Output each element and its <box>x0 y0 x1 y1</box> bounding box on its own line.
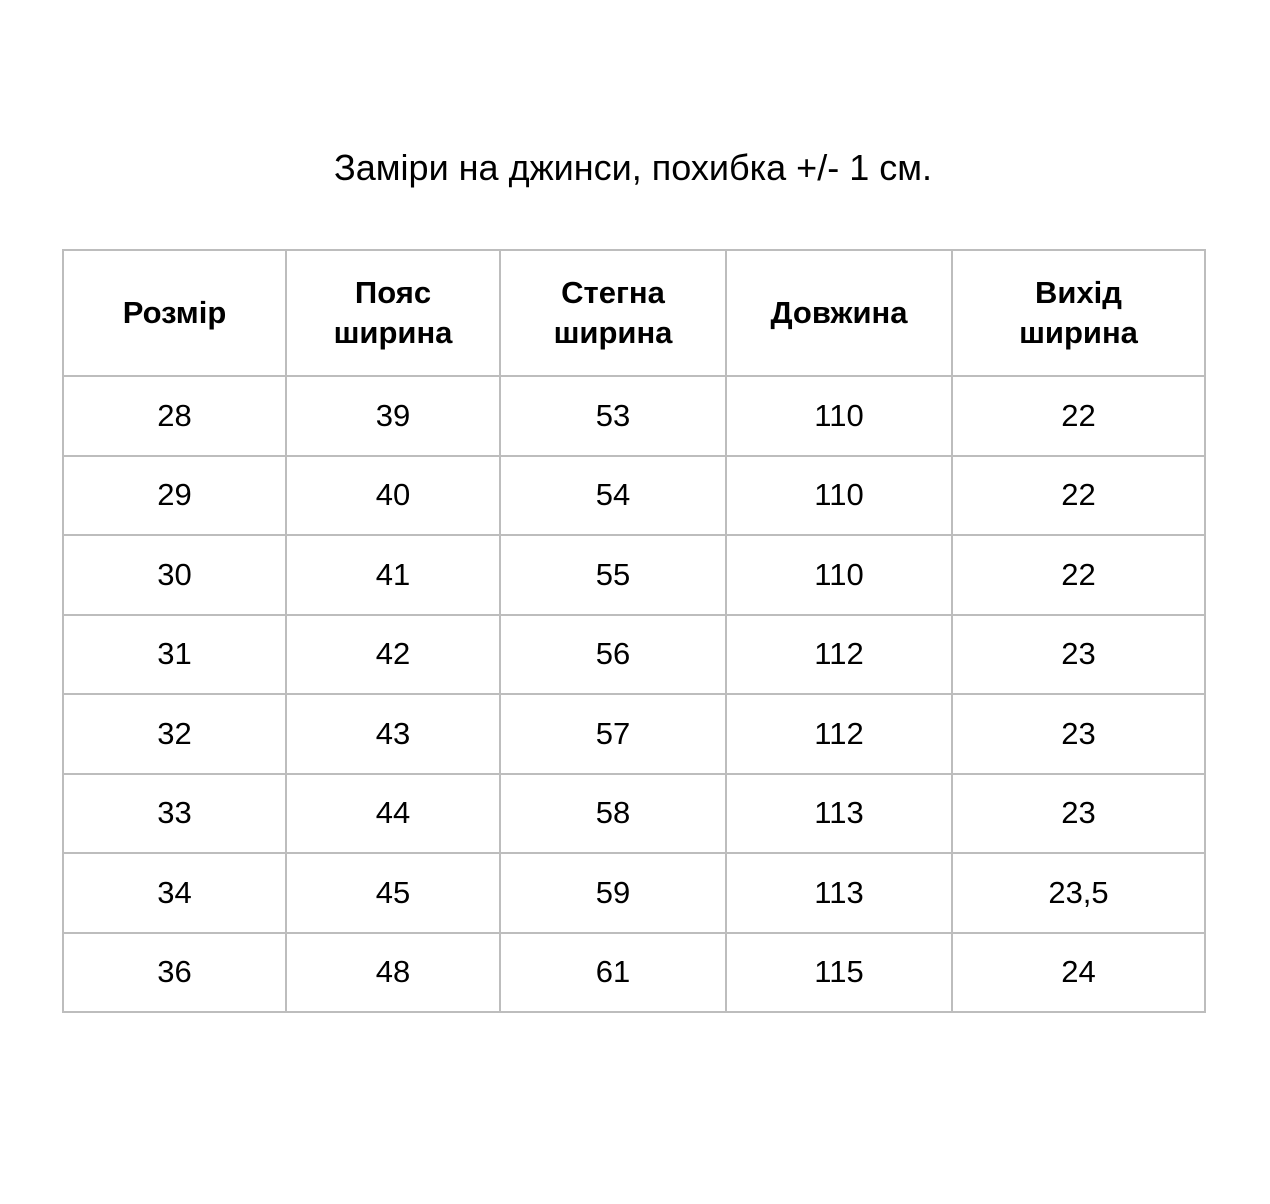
cell-length: 112 <box>726 615 952 695</box>
table-row <box>63 456 1205 536</box>
cell-size: 31 <box>63 615 286 695</box>
table-row <box>63 853 1205 933</box>
cell-waist: 45 <box>286 853 500 933</box>
header-waist-width <box>286 250 500 376</box>
header-length <box>726 250 952 376</box>
table-row <box>63 933 1205 1013</box>
cell-waist: 44 <box>286 774 500 854</box>
cell-length: 113 <box>726 853 952 933</box>
table-row <box>63 376 1205 456</box>
cell-waist: 40 <box>286 456 500 536</box>
table-body <box>63 376 1205 1012</box>
header-size <box>63 250 286 376</box>
cell-hips: 56 <box>500 615 726 695</box>
cell-size: 34 <box>63 853 286 933</box>
cell-leg-opening: 23 <box>952 694 1205 774</box>
cell-waist: 39 <box>286 376 500 456</box>
cell-size: 30 <box>63 535 286 615</box>
header-hips-sublabel: ширина <box>553 315 673 350</box>
table-row <box>63 535 1205 615</box>
header-waist-label: Пояс <box>354 275 432 310</box>
cell-hips: 61 <box>500 933 726 1013</box>
cell-leg-opening: 23,5 <box>952 853 1205 933</box>
cell-length: 110 <box>726 376 952 456</box>
cell-hips: 54 <box>500 456 726 536</box>
cell-size: 28 <box>63 376 286 456</box>
cell-hips: 59 <box>500 853 726 933</box>
cell-leg-opening: 23 <box>952 615 1205 695</box>
table-row <box>63 615 1205 695</box>
header-leg-opening-width <box>952 250 1205 376</box>
cell-length: 110 <box>726 456 952 536</box>
cell-hips: 58 <box>500 774 726 854</box>
cell-length: 115 <box>726 933 952 1013</box>
header-row <box>63 250 1205 376</box>
header-size-label: Розмір <box>122 295 227 330</box>
cell-waist: 43 <box>286 694 500 774</box>
table-row <box>63 694 1205 774</box>
cell-hips: 53 <box>500 376 726 456</box>
cell-waist: 41 <box>286 535 500 615</box>
header-hips-width <box>500 250 726 376</box>
size-chart-table <box>62 249 1206 1013</box>
header-waist-sublabel: ширина <box>333 315 453 350</box>
page-title: Заміри на джинси, похибка +/- 1 см. <box>334 147 932 188</box>
cell-size: 32 <box>63 694 286 774</box>
cell-waist: 48 <box>286 933 500 1013</box>
table-row <box>63 774 1205 854</box>
cell-size: 36 <box>63 933 286 1013</box>
table-header <box>63 250 1205 376</box>
cell-leg-opening: 22 <box>952 456 1205 536</box>
header-leg-opening-sublabel: ширина <box>1019 315 1138 350</box>
cell-hips: 55 <box>500 535 726 615</box>
cell-hips: 57 <box>500 694 726 774</box>
header-length-label: Довжина <box>770 295 908 330</box>
header-leg-opening-label: Вихід <box>1035 275 1122 310</box>
cell-length: 113 <box>726 774 952 854</box>
cell-leg-opening: 22 <box>952 535 1205 615</box>
cell-length: 112 <box>726 694 952 774</box>
cell-leg-opening: 24 <box>952 933 1205 1013</box>
cell-leg-opening: 22 <box>952 376 1205 456</box>
cell-waist: 42 <box>286 615 500 695</box>
cell-size: 29 <box>63 456 286 536</box>
cell-length: 110 <box>726 535 952 615</box>
cell-leg-opening: 23 <box>952 774 1205 854</box>
header-hips-label: Стегна <box>561 275 665 310</box>
cell-size: 33 <box>63 774 286 854</box>
